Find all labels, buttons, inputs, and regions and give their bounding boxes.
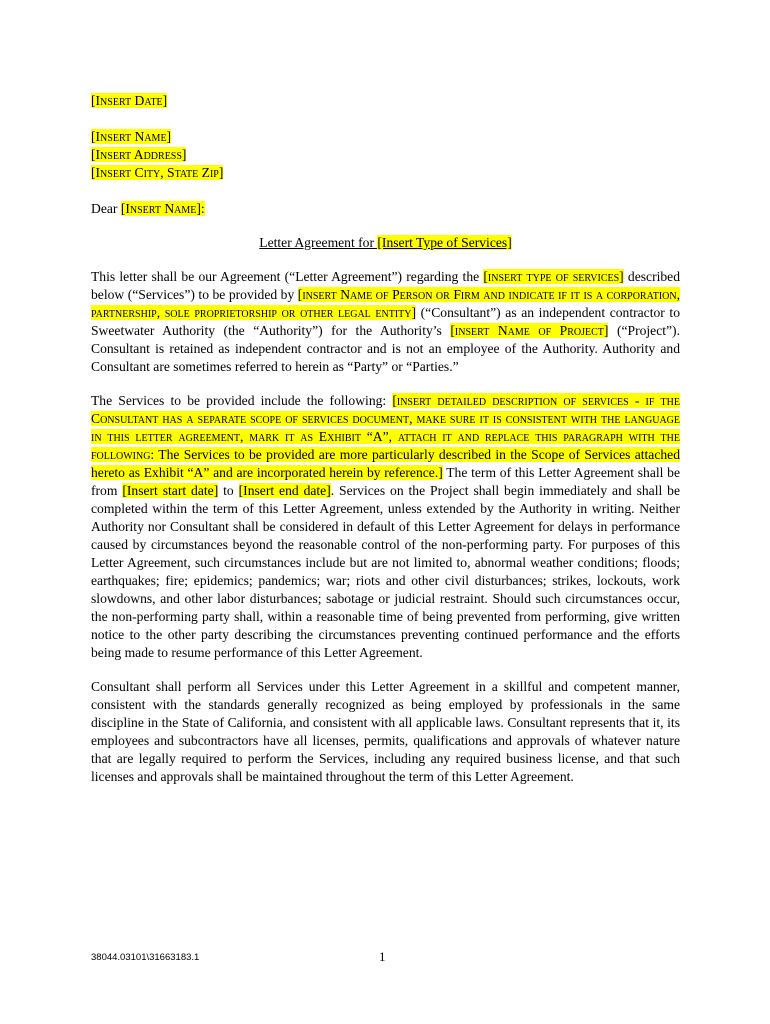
paragraph-services xyxy=(91,392,680,662)
p2-text-4: . Services on the Project shall begin immediately and shall be completed within the term of this Letter Agreement, unless extended by the Authority in writing. Neither Authority nor Consultant shall be considered in default of this Letter Agreement for delays in performance caused by circumstances beyond the reasonable control of the non-performing party. For purposes of this Letter Agreement, such circumstances include but are not limited to, abnormal weather conditions; floods; earthquakes; fire; epidemics; pandemics; war; riots and other civil disturbances; strikes, lockouts, work slowdowns, and other labor disturbances; sabotage or judicial restraint. Should such circumstances occur, the non-performing party shall, within a reasonable time of being prevented from performing, give written notice to the other party describing the circumstances preventing continued performance and the efforts being made to resume performance of this Letter Agreement. xyxy=(91,483,680,660)
recipient-city-placeholder: [Insert City, State Zip] xyxy=(91,165,224,180)
p1-text-4: (“Project”). Consultant is retained as independent contractor and is not an employee of the Authority. Authority and Consultant are sometimes referred to herein as “Party” or “Parties.” xyxy=(91,323,680,374)
p2-text-1: The Services to be provided include the following: xyxy=(91,393,393,408)
salutation-prefix: Dear xyxy=(91,201,121,216)
date-line xyxy=(91,92,680,110)
recipient-name-placeholder: [Insert Name] xyxy=(91,129,172,144)
p2-text-3: to xyxy=(218,483,239,498)
footer-page-number: 1 xyxy=(379,949,386,964)
document-title xyxy=(91,234,680,252)
p2-exhibit-placeholder: The Services to be provided are more particularly described in the Scope of Services attached hereto as Exhibit “A” and are incorporated herein by reference.] xyxy=(91,447,680,480)
paragraph-agreement xyxy=(91,268,680,376)
p1-services-placeholder: [insert type of services] xyxy=(483,269,624,284)
p2-start-date-placeholder: [Insert start date] xyxy=(122,483,219,498)
recipient-city-line xyxy=(91,164,680,182)
title-placeholder: [Insert Type of Services] xyxy=(377,235,512,250)
recipient-address-placeholder: [Insert Address] xyxy=(91,147,187,162)
p3-text: Consultant shall perform all Services under this Letter Agreement in a skillful and competent manner, consistent with the standards generally recognized as being employed by professionals in the same discipline in the State of California, and consistent with all applicable laws. Consultant represents that it, its employees and subcontractors have all licenses, permits, qualifications and approvals of whatever nature that are legally required to perform the Services, including any required business license, and that such licenses and approvals shall be maintained throughout the term of this Letter Agreement. xyxy=(91,679,680,784)
p1-text-1: This letter shall be our Agreement (“Letter Agreement”) regarding the xyxy=(91,269,484,284)
p1-text-3: (“Consultant”) as an independent contractor to Sweetwater Authority (the “Authority”) for the Authority’s xyxy=(91,305,680,338)
salutation xyxy=(91,200,680,218)
p2-end-date-placeholder: [Insert end date] xyxy=(238,483,331,498)
date-placeholder: [Insert Date] xyxy=(91,93,168,108)
paragraph-standards xyxy=(91,678,680,786)
p2-description-placeholder: [insert detailed description of services - if the Consultant has a separate scope of services document, make sure it is consistent with the language in this letter agreement, mark it as Exhibit “A”, attach it and replace this paragraph with the following: xyxy=(91,393,680,462)
p1-consultant-placeholder: [insert Name of Person or Firm and indicate if it is a corporation, partnership, sole proprietorship or other legal entity] xyxy=(91,287,680,320)
p2-text-2: The term of this Letter Agreement shall be from xyxy=(91,465,681,498)
title-prefix: Letter Agreement for xyxy=(259,235,378,250)
recipient-address-line xyxy=(91,146,680,164)
letter-body xyxy=(91,92,680,786)
p1-text-2: described below (“Services”) to be provided by xyxy=(91,269,681,302)
salutation-name-placeholder: [Insert Name]: xyxy=(120,201,205,216)
recipient-name-line xyxy=(91,128,680,146)
footer-document-id: 38044.03101\31663183.1 xyxy=(91,952,200,963)
p1-project-placeholder: [insert Name of Project] xyxy=(450,323,609,338)
